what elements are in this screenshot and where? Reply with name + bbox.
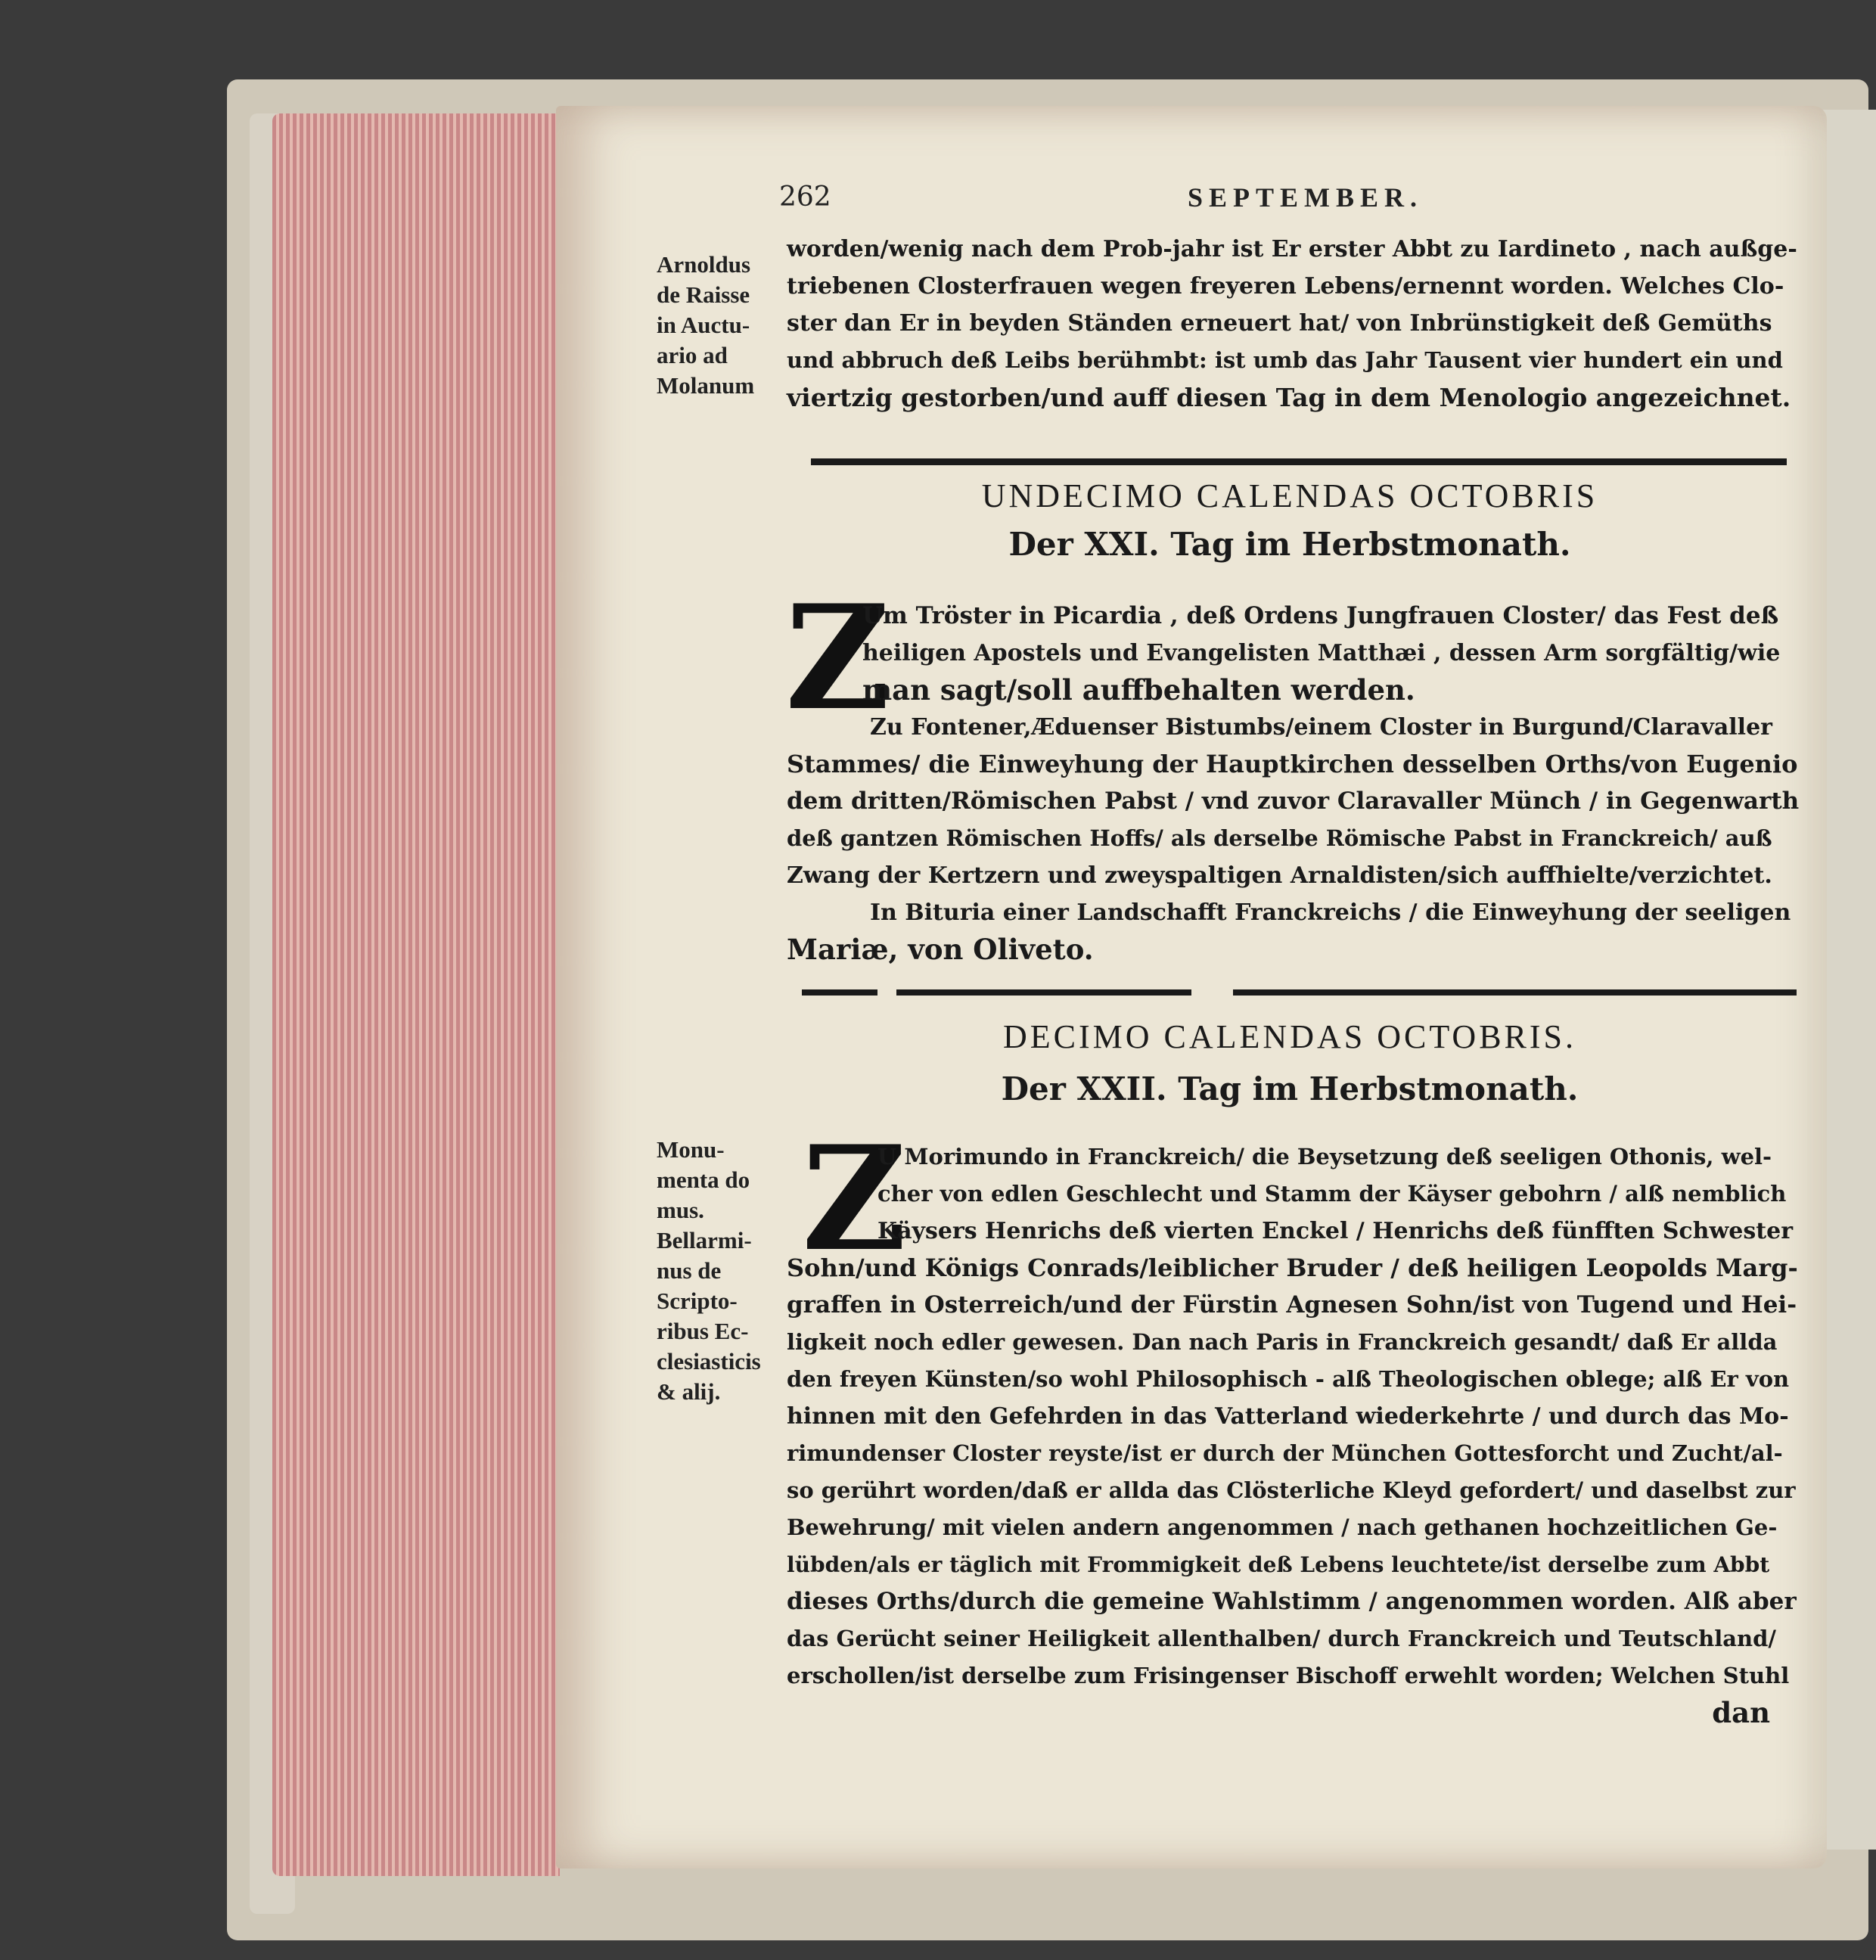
marginal-line: ario ad [657,342,728,368]
text-line: triebenen Closterfrauen wegen freyeren Lebens/ernennt worden. Welches Clo- [787,273,1784,300]
section-title-21: UNDECIMO CALENDAS OCTOBRIS [981,477,1598,514]
drop-cap-22: Z [802,1114,907,1283]
marginal-line: Arnoldus [657,251,751,278]
text-line: so gerührt worden/daß er allda das Clösterliche Kleyd gefordert/ und daselbst zur [787,1477,1796,1503]
text-line: Zwang der Kertzern und zweyspaltigen Arnaldisten/sich auffhielte/verzichtet. [787,862,1772,889]
text-line: den freyen Künsten/so wohl Philosophisch - alß Theologischen oblege; alß Er von [787,1366,1790,1392]
section-divider-rule [811,458,1787,465]
section-divider-rule [802,989,877,996]
section-title-22: DECIMO CALENDAS OCTOBRIS. [1002,1018,1577,1055]
section-divider-rule [1233,989,1797,996]
marginal-line: Scripto- [657,1288,738,1314]
text-line: cher von edlen Geschlecht und Stamm der Käyser gebohrn / alß nemblich [877,1181,1787,1207]
marginal-line: nus de [657,1257,722,1284]
marginal-note-22 [657,1135,789,1407]
text-line: Mariæ, von Oliveto. [787,933,1094,966]
text-line: erschollen/ist derselbe zum Frisingenser Bischoff erwehlt worden; Welchen Stuhl [787,1663,1790,1688]
section-divider-rule [896,989,1191,996]
text-line: man sagt/soll auffbehalten werden. [862,673,1415,707]
text-line: In Bituria einer Landschafft Franckreichs / die Einweyhung der seeligen [870,899,1791,926]
text-line: heiligen Apostels und Evangelisten Matthæi , dessen Arm sorgfältig/wie [862,640,1781,666]
text-line: ligkeit noch edler gewesen. Dan nach Paris in Franckreich gesandt/ daß Er allda [787,1329,1778,1355]
marginal-line: clesiasticis [657,1348,761,1374]
marginal-line: Monu- [657,1136,725,1163]
text-line: lübden/als er täglich mit Frommigkeit deß Lebens leuchtete/ist derselbe zum Abbt [787,1552,1770,1577]
marginal-line: Molanum [657,372,755,399]
text-line: dieses Orths/durch die gemeine Wahlstimm / angenommen worden. Alß aber [787,1588,1797,1615]
text-line: worden/wenig nach dem Prob-jahr ist Er erster Abbt zu Iardineto , nach außge- [787,236,1797,262]
red-page-edges [272,113,560,1876]
text-line: dem dritten/Römischen Pabst / vnd zuvor Claravaller Münch / in Gegenwarth [787,787,1800,815]
marginal-line: & alij. [657,1378,721,1405]
text-line: Zu Fontener,Æduenser Bistumbs/einem Closter in Burgund/Claravaller [870,714,1772,741]
text-line: Um Tröster in Picardia , deß Ordens Jungfrauen Closter/ das Fest deß [862,602,1779,629]
page-number: 262 [779,182,831,213]
marginal-line: de Raisse [657,281,750,308]
text-line: rimundenser Closter reyste/ist er durch der München Gottesforcht und Zucht/al- [787,1440,1783,1466]
section-22-lead [877,1138,1800,1250]
text-line: viertzig gestorben/und auff diesen Tag in dem Menologio angezeichnet. [787,383,1791,412]
running-head: SEPTEMBER. [1188,182,1424,213]
page-header [779,182,1763,227]
top-passage [787,231,1800,416]
text-line: U Morimundo in Franckreich/ die Beysetzung deß seeligen Othonis, wel- [877,1144,1772,1169]
section-22-body [787,1250,1800,1732]
catchword: dan [1712,1696,1770,1729]
section-subtitle-22: Der XXII. Tag im Herbstmonath. [1001,1070,1579,1107]
text-line: Stammes/ die Einweyhung der Hauptkirchen desselben Orths/von Eugenio [787,750,1798,778]
text-line: das Gerücht seiner Heiligkeit allenthalben/ durch Franckreich und Teutschland/ [787,1626,1776,1651]
text-line: und abbruch deß Leibs berühmbt: ist umb das Jahr Tausent vier hundert ein und [787,347,1783,373]
section-subtitle-21: Der XXI. Tag im Herbstmonath. [1008,526,1571,563]
drop-cap-21: Z [785,573,890,742]
marginal-line: in Auctu- [657,312,750,338]
marginal-line: Bellarmi- [657,1227,752,1253]
marginal-note-top [657,250,789,401]
text-line: ster dan Er in beyden Ständen erneuert hat/ von Inbrünstigkeit deß Gemüths [787,310,1772,337]
text-line: Bewehrung/ mit vielen andern angenommen / nach gethanen hochzeitlichen Ge- [787,1514,1778,1540]
marginal-line: ribus Ec- [657,1318,749,1344]
section-21-body [787,709,1800,968]
text-line: Käysers Henrichs deß vierten Enckel / Henrichs deß fünfften Schwester [877,1218,1794,1244]
marginal-line: mus. [657,1197,704,1223]
text-line: Sohn/und Königs Conrads/leiblicher Bruder / deß heiligen Leopolds Marg- [787,1253,1798,1282]
text-line: hinnen mit den Gefehrden in das Vatterland wiederkehrte / und durch das Mo- [787,1403,1789,1430]
marginal-line: menta do [657,1166,750,1193]
section-21-lead [862,598,1800,709]
text-line: deß gantzen Römischen Hoffs/ als derselbe Römische Pabst in Franckreich/ auß [787,825,1772,851]
text-line: graffen in Osterreich/und der Fürstin Agnesen Sohn/ist von Tugend und Hei- [787,1291,1797,1319]
